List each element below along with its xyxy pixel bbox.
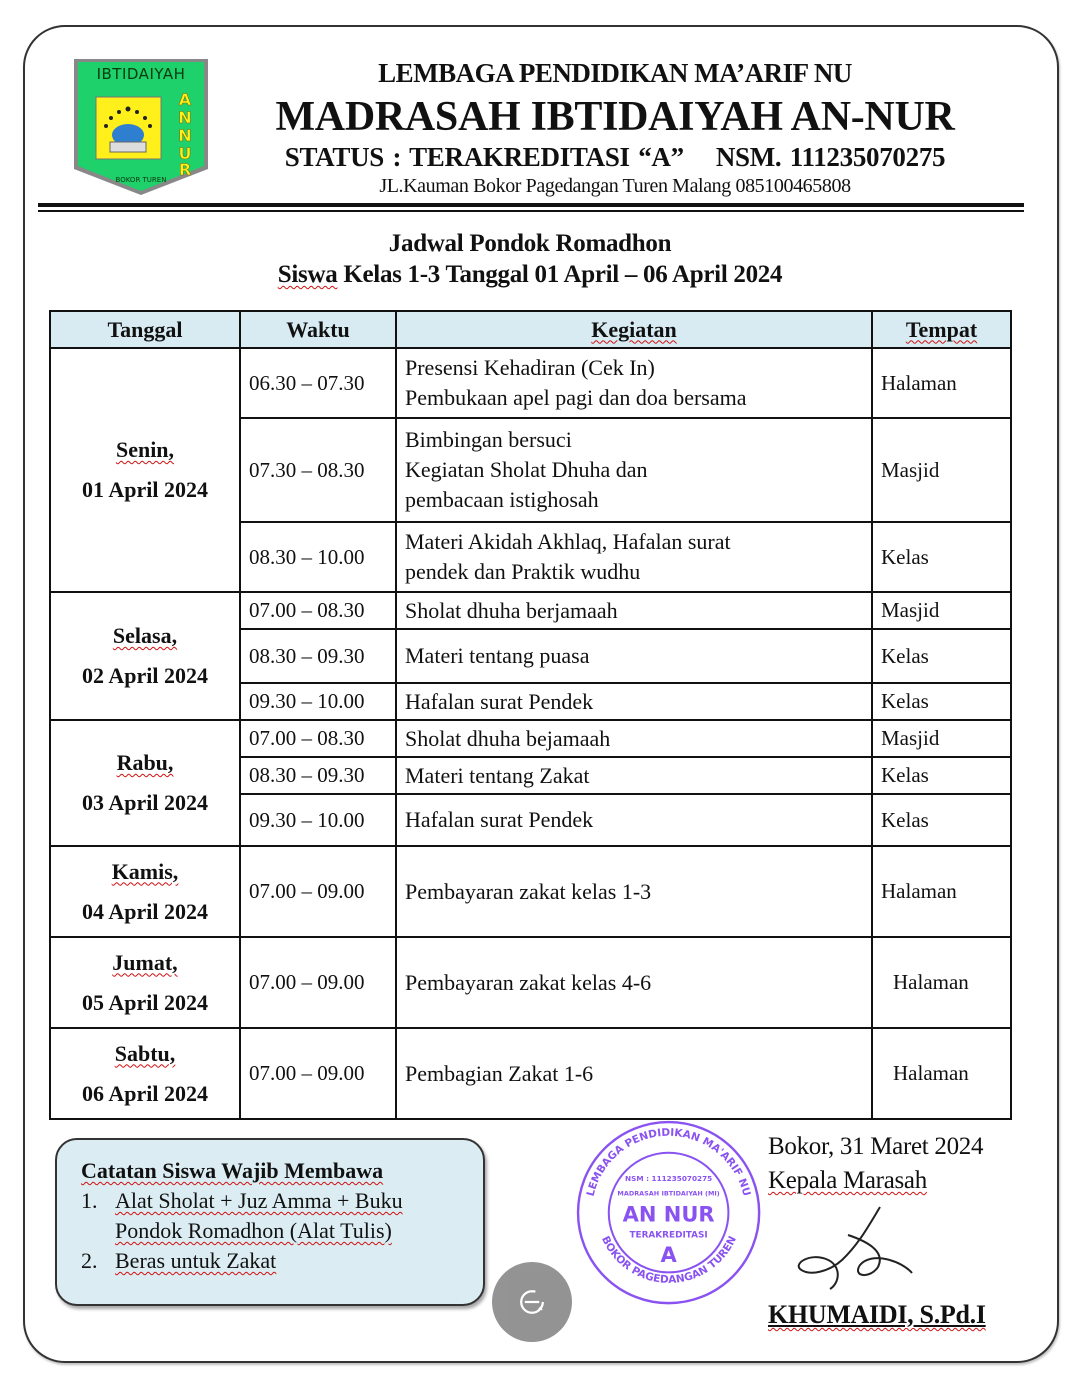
day-date: 02 April 2024 [82, 663, 208, 688]
lens-refresh-icon [514, 1284, 550, 1320]
activity-cell [396, 937, 872, 1028]
stamp-nsm-text: NSM : 111235070275 [625, 1174, 713, 1184]
activity-line: Materi tentang puasa [405, 643, 590, 668]
activity-line: Hafalan surat Pendek [405, 807, 594, 832]
accreditation-status: STATUS : TERAKREDITASI “A” [284, 142, 684, 172]
place-cell [872, 937, 1011, 1028]
day-name: Sabtu, [114, 1040, 176, 1066]
notes-item-number: 1. [81, 1188, 98, 1213]
lens-floating-button[interactable] [492, 1262, 572, 1342]
time-cell: 07.00 – 09.00 [240, 846, 396, 937]
activity-line: pendek dan Praktik wudhu [405, 559, 641, 584]
header-waktu: Waktu [240, 311, 396, 348]
school-address: JL.Kauman Bokor Pagedangan Turen Malang 085100465808 [379, 175, 851, 197]
place-cell [872, 348, 1011, 418]
place-text: Halaman [881, 879, 957, 903]
activity-line: Pembayaran zakat kelas 1-3 [405, 878, 652, 904]
day-name: Kamis, [111, 858, 179, 884]
table-row [50, 348, 1011, 418]
time-cell: 08.30 – 10.00 [240, 522, 396, 592]
svg-text:U: U [178, 144, 192, 163]
activity-cell [396, 846, 872, 937]
subtitle-prefix: Siswa [277, 261, 338, 288]
place-text: Kelas [881, 763, 929, 787]
date-cell [50, 1028, 240, 1119]
foundation-name: LEMBAGA PENDIDIKAN MA’ARIF NU [378, 58, 852, 88]
time-cell: 08.30 – 09.30 [240, 629, 396, 683]
day-date: 04 April 2024 [82, 898, 208, 924]
activity-cell [396, 794, 872, 846]
logo-arc-text: IBTIDAIYAH [96, 65, 186, 83]
notes-item-line: Alat Sholat + Juz Amma + Buku [115, 1188, 403, 1213]
activity-cell [396, 720, 872, 757]
header-tanggal: Tanggal [50, 311, 240, 348]
stamp-center-text: AN NUR [622, 1201, 715, 1227]
activity-line: Sholat dhuha bejamaah [405, 725, 611, 751]
schedule-table [49, 310, 1012, 1120]
svg-text:N: N [178, 108, 192, 127]
place-date: Bokor, 31 Maret 2024 [768, 1133, 984, 1160]
notes-box [55, 1138, 485, 1306]
activity-cell [396, 757, 872, 794]
time-cell: 08.30 – 09.30 [240, 757, 396, 794]
header-divider [38, 203, 1024, 207]
day-date: 01 April 2024 [82, 477, 208, 502]
place-text: Halaman [893, 1061, 969, 1085]
activity-line: Hafalan surat Pendek [405, 688, 594, 714]
activity-line: Pembayaran zakat kelas 4-6 [405, 969, 652, 995]
signatory-name-text: KHUMAIDI, S.Pd.I [768, 1300, 986, 1329]
place-cell [872, 757, 1011, 794]
activity-line: Materi tentang Zakat [405, 762, 590, 788]
place-cell [872, 794, 1011, 846]
notes-item-line: Beras untuk Zakat [115, 1248, 277, 1273]
time-cell: 07.00 – 08.30 [240, 720, 396, 757]
activity-cell [396, 418, 872, 522]
header-tempat: Tempat [872, 311, 1011, 348]
place-cell [872, 522, 1011, 592]
stamp-bottom-text: BOKOR PAGEDANGAN TUREN [599, 1234, 739, 1287]
place-text: Halaman [881, 370, 957, 395]
time-cell: 07.00 – 09.00 [240, 1028, 396, 1119]
activity-cell [396, 592, 872, 629]
schedule-subtitle [150, 261, 910, 289]
notes-item-line: Pondok Romadhon (Alat Tulis) [115, 1218, 392, 1243]
activity-line: Bimbingan bersuci [405, 427, 572, 452]
schedule-title: Jadwal Pondok Romadhon [388, 230, 672, 257]
day-name: Senin, [115, 437, 175, 462]
table-row [50, 846, 1011, 937]
activity-cell [396, 348, 872, 418]
svg-text:R: R [178, 160, 192, 179]
place-text: Kelas [881, 689, 929, 713]
stamp-inner-text: MADRASAH IBTIDAIYAH (MI) [617, 1189, 720, 1198]
school-name: MADRASAH IBTIDAIYAH AN-NUR [275, 94, 955, 140]
time-cell: 06.30 – 07.30 [240, 348, 396, 418]
date-cell [50, 846, 240, 937]
day-name: Jumat, [112, 949, 178, 975]
place-text: Masjid [881, 726, 940, 750]
table-row [50, 720, 1011, 757]
place-text: Kelas [881, 643, 929, 668]
notes-heading: Catatan Siswa Wajib Membawa [81, 1158, 384, 1183]
signatory-role: Kepala Marasah [768, 1167, 927, 1194]
header-divider-thin [38, 210, 1024, 212]
activity-cell [396, 629, 872, 683]
notes-item [81, 1186, 483, 1246]
time-cell: 07.00 – 09.00 [240, 937, 396, 1028]
school-logo [72, 57, 210, 197]
notes-item-number: 2. [81, 1248, 98, 1273]
day-date: 06 April 2024 [82, 1080, 208, 1106]
activity-line: pembacaan istighosah [405, 487, 599, 512]
official-stamp [574, 1118, 764, 1308]
place-text: Kelas [881, 807, 929, 832]
activity-line: Materi Akidah Akhlaq, Hafalan surat [405, 529, 731, 554]
logo-bottom-text: BOKOR TUREN [115, 176, 167, 184]
place-text: Masjid [881, 457, 940, 482]
activity-cell [396, 522, 872, 592]
place-cell [872, 629, 1011, 683]
place-text: Kelas [881, 544, 929, 569]
signatory-name [768, 1300, 986, 1330]
subtitle-rest: Kelas 1-3 Tanggal 01 April – 06 April 2024 [337, 261, 783, 288]
time-cell: 09.30 – 10.00 [240, 794, 396, 846]
place-cell [872, 846, 1011, 937]
place-text: Masjid [881, 598, 940, 622]
activity-line: Sholat dhuha berjamaah [405, 597, 618, 623]
svg-text:N: N [178, 126, 192, 145]
stamp-accreditation: TERAKREDITASI [629, 1230, 708, 1241]
table-row [50, 592, 1011, 629]
activity-cell [396, 683, 872, 720]
header-kegiatan: Kegiatan [396, 311, 872, 348]
time-cell: 09.30 – 10.00 [240, 683, 396, 720]
place-cell [872, 418, 1011, 522]
activity-line: Presensi Kehadiran (Cek In) [405, 355, 655, 380]
notes-item [81, 1246, 483, 1276]
time-cell: 07.00 – 08.30 [240, 592, 396, 629]
date-cell [50, 720, 240, 846]
activity-line: Pembagian Zakat 1-6 [405, 1060, 594, 1086]
stamp-outer-text: LEMBAGA PENDIDIKAN MA'ARIF NU [584, 1126, 753, 1198]
day-name: Selasa, [112, 623, 178, 648]
svg-text:A: A [178, 90, 192, 109]
stamp-grade: A [660, 1241, 677, 1267]
table-row [50, 937, 1011, 1028]
place-cell [872, 592, 1011, 629]
activity-cell [396, 1028, 872, 1119]
date-cell [50, 348, 240, 592]
table-row [50, 1028, 1011, 1119]
place-cell [872, 683, 1011, 720]
time-cell: 07.30 – 08.30 [240, 418, 396, 522]
notes-list [81, 1186, 483, 1276]
place-text: Halaman [893, 970, 969, 994]
status-line [230, 142, 1000, 173]
date-cell [50, 937, 240, 1028]
handwritten-signature [790, 1205, 920, 1295]
activity-line: Pembukaan apel pagi dan doa bersama [405, 385, 747, 410]
nsm-number: NSM. 111235070275 [715, 142, 946, 172]
place-cell [872, 720, 1011, 757]
date-cell [50, 592, 240, 720]
table-header-row [50, 311, 1011, 348]
day-date: 05 April 2024 [82, 989, 208, 1015]
day-date: 03 April 2024 [82, 790, 208, 815]
day-name: Rabu, [116, 750, 174, 775]
activity-line: Kegiatan Sholat Dhuha dan [405, 457, 648, 482]
place-cell [872, 1028, 1011, 1119]
